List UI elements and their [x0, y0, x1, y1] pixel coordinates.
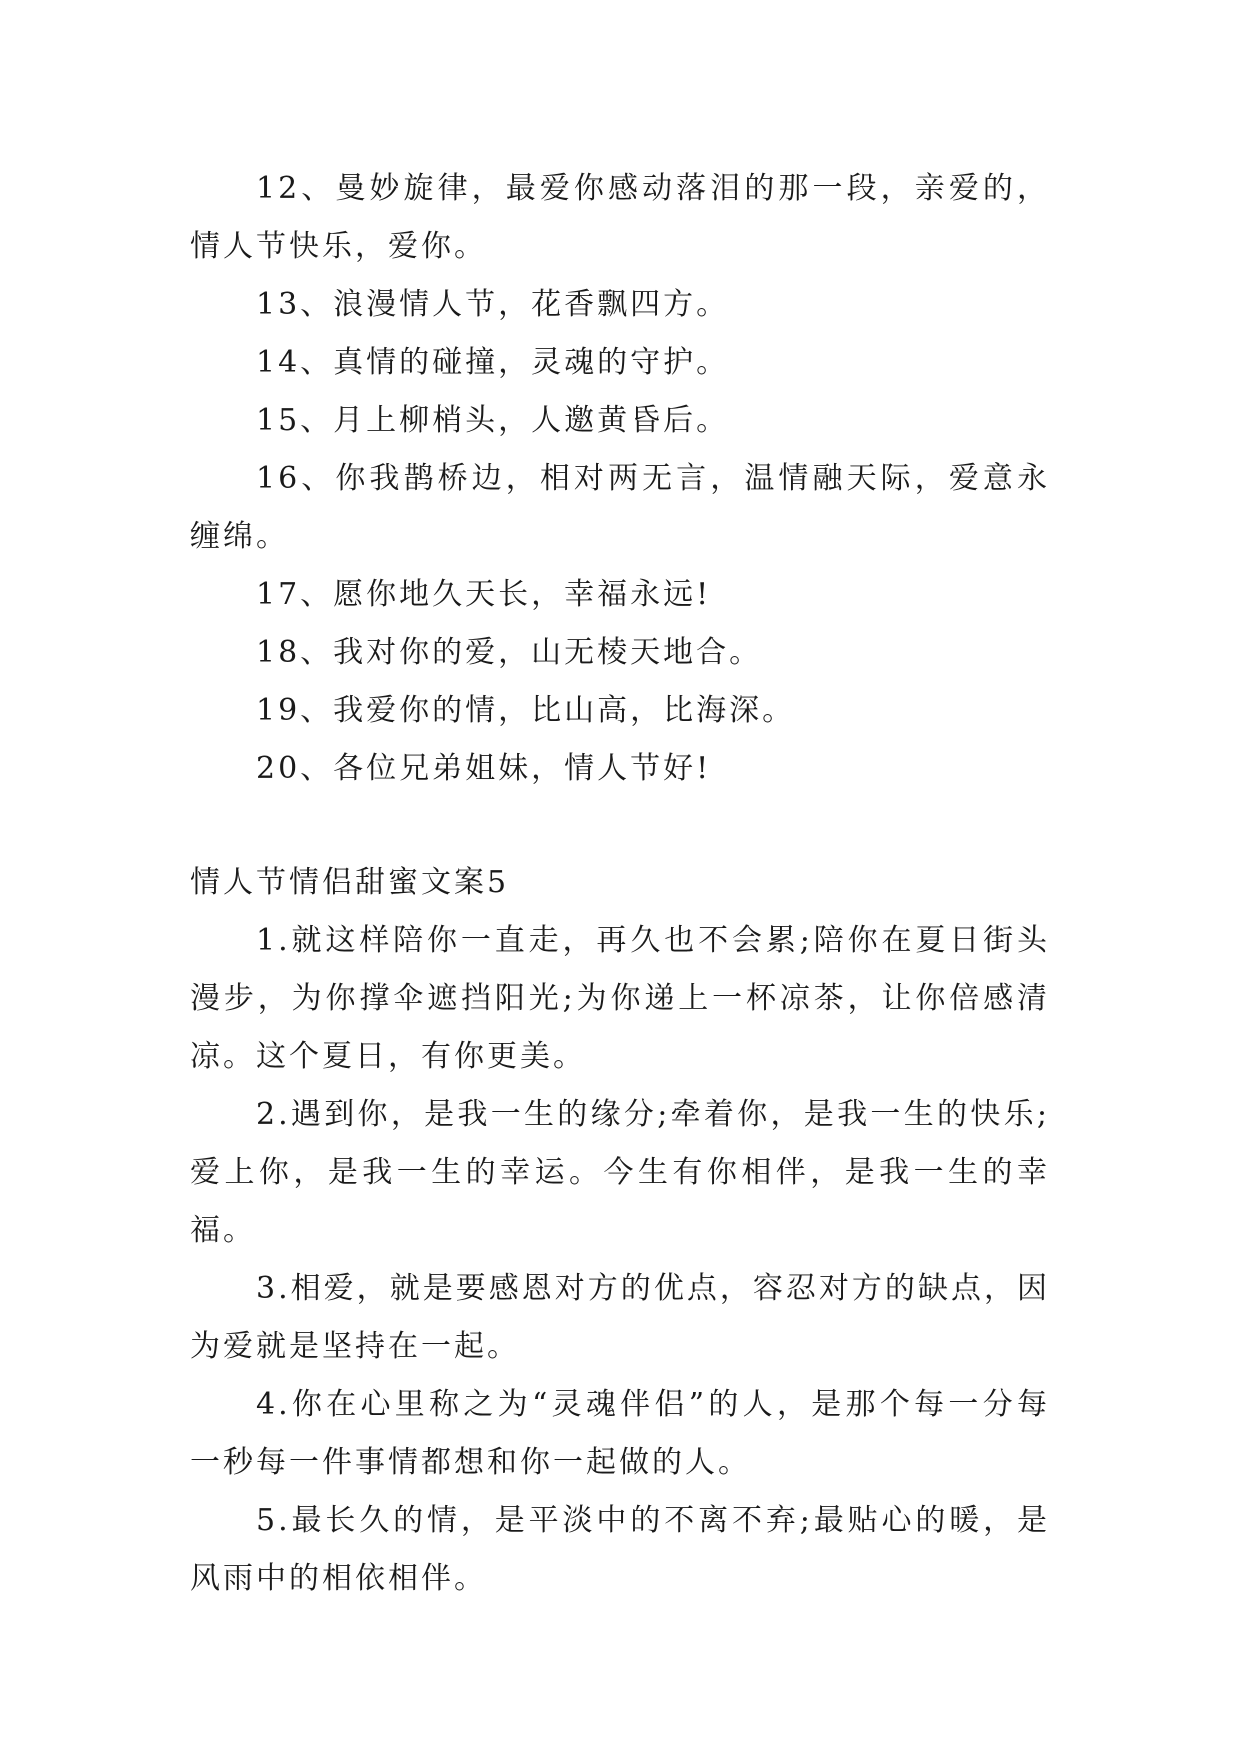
section-title: 情人节情侣甜蜜文案5	[190, 865, 510, 900]
list-item: 15、月上柳梢头，人邀黄昏后。	[256, 403, 730, 438]
list-item: 5.最长久的情，是平淡中的不离不弃;最贴心的暖，是风雨中的相依相伴。	[190, 1503, 1050, 1596]
list-item: 19、我爱你的情，比山高，比海深。	[256, 693, 796, 728]
list-item: 4.你在心里称之为“灵魂伴侣”的人，是那个每一分每一秒每一件事情都想和你一起做的人。	[190, 1387, 1050, 1480]
list-item: 16、你我鹊桥边，相对两无言，温情融天际，爱意永缠绵。	[190, 461, 1050, 554]
document-body	[190, 160, 1050, 1608]
list-item: 3.相爱，就是要感恩对方的优点，容忍对方的缺点，因为爱就是坚持在一起。	[190, 1271, 1050, 1364]
list-item: 2.遇到你，是我一生的缘分;牵着你，是我一生的快乐;爱上你，是我一生的幸运。今生有你相伴，是我一生的幸福。	[190, 1097, 1050, 1248]
list-item: 17、愿你地久天长，幸福永远!	[256, 577, 712, 612]
list-item: 18、我对你的爱，山无棱天地合。	[256, 635, 763, 670]
list-item: 13、浪漫情人节，花香飘四方。	[256, 287, 730, 322]
list-item: 12、曼妙旋律，最爱你感动落泪的那一段，亲爱的，情人节快乐，爱你。	[190, 171, 1050, 264]
list-item: 20、各位兄弟姐妹，情人节好!	[256, 751, 712, 786]
list-item: 1.就这样陪你一直走，再久也不会累;陪你在夏日街头漫步，为你撑伞遮挡阳光;为你递上一杯凉茶，让你倍感清凉。这个夏日，有你更美。	[190, 923, 1050, 1074]
list-item: 14、真情的碰撞，灵魂的守护。	[256, 345, 730, 380]
